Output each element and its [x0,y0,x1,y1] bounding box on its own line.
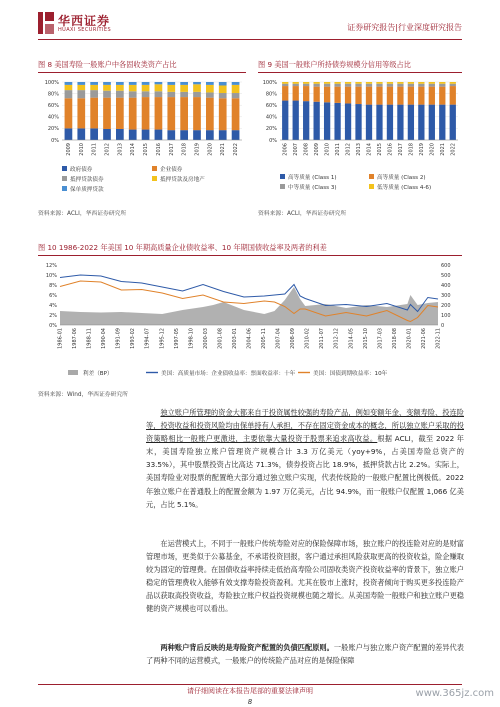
bar-segment [334,103,340,140]
bar-segment [439,105,445,140]
x-tick-label: 2013 [117,143,124,156]
legend-swatch [280,174,285,179]
x-tick-label: 2001-08 [217,328,224,349]
bar-segment [77,98,85,128]
x-tick-label: 2011 [91,143,98,156]
bar-segment [167,92,175,97]
x-tick-label: 2017 [168,143,175,156]
huaxi-logo-icon [38,12,54,34]
page-header [0,0,500,46]
bar-segment [206,130,214,140]
x-tick-label: 2020 [207,143,214,156]
bar-segment [103,82,111,85]
legend-label: 中等质量 (Class 3) [288,184,337,191]
x-tick-label: 2012 [345,143,352,156]
bar-segment [282,84,288,86]
bar-segment [293,84,299,86]
logo-text: 华西证券 [58,14,111,28]
legend-swatch [62,166,67,171]
legend-label: 低等质量 (Class 4-6) [377,184,432,191]
y-tick-label: 100% [44,79,59,86]
x-tick-label: 2000-03 [202,328,209,349]
bar-segment [366,87,372,105]
bar-segment [103,91,111,98]
y-tick-label: 20% [47,126,59,133]
bar-segment [366,82,372,84]
x-tick-label: 1994-07 [144,328,151,349]
legend-label: 保单质押贷款 [70,186,104,193]
bar-segment [90,128,98,140]
bar-segment [303,82,309,84]
bar-segment [418,82,424,84]
bar-segment [232,98,240,130]
y-tick-label: 0% [51,137,59,144]
x-tick-label: 2005-11 [261,328,268,349]
x-tick-label: 2017-03 [377,328,384,349]
x-tick-label: 1991-09 [115,328,122,349]
x-tick-label: 2022-11 [435,328,442,349]
bar-segment [450,105,456,140]
bar-segment [77,82,85,85]
x-tick-label: 2010 [78,143,85,156]
bar-segment [155,97,163,129]
bar-segment [167,97,175,130]
fig10-title-rule [38,255,462,256]
bar-segment [142,91,150,97]
x-tick-label: 2012 [104,143,111,156]
bar-segment [232,82,240,85]
y-tick-label: 60% [47,103,59,109]
x-tick-label: 2010-02 [304,328,311,349]
bar-segment [293,101,299,140]
bar-segment [334,84,340,87]
body-p1-rest: 根据 ACLI，截至 2022 年末，美国寿险独立账户管理资产规模合计 3.3 万亿美元（yoy+9%，占美国寿险总资产的 33.5%），其中股票投资占比高达 71.3%，债券投资占比 18.9%，抵押贷款占比 2.2%。实际上，美国寿险业对股票的配置绝大部分通过独立账户实现，代表传统险的一般账户配置比例极低。2022 年独立账户在普通股上的配置金额为 1.97 万亿美元，占比 94.9%，而一般账户仅配置 1,066 亿美元，占比 5.1%。 [146,434,464,509]
y-left-tick-label: 0% [49,322,57,329]
y-tick-label: 100% [262,79,277,86]
y-right-tick-label: 300 [441,292,451,299]
body-p2-text: 在运营模式上，不同于一般账户传统寿险对应的保险保障市场，独立账户的投连险对应的是财富管理市场，更类似于公募基金，不承诺投资回报，客户通过承担风险获取更高的投资收益，险企赚取较为固定的管理费。在国债收益率持续走低抬高寿险公司固收类资产投资收益率的背景下，独立账户稳定的管理费收入能够有效支撑寿险投资盈利。尤其在股市上涨时，投资者倾向于购买更多投连险产品以获取高投资收益，寿险独立账户权益投资规模也随之增长。从美国寿险一般账户和独立账户更稳健的资产规模也可以看出。 [146,539,464,614]
bar-segment [293,82,299,84]
bar-segment [355,87,361,104]
bar-segment [167,82,175,85]
legend-label: 抵押贷款及房地产 [160,176,205,183]
bar-segment [345,87,351,104]
bar-segment [334,87,340,103]
x-tick-label: 2008 [303,143,310,156]
bar-segment [324,84,330,87]
bar-segment [77,128,85,140]
y-tick-label: 20% [265,126,277,133]
bar-segment [303,101,309,140]
fig8-title-rule [38,72,246,73]
bar-segment [387,105,393,140]
bar-segment [314,84,320,87]
bar-segment [293,86,299,101]
bar-segment [193,82,201,84]
bar-segment [334,82,340,84]
bar-segment [219,85,227,93]
bar-segment [397,105,403,140]
y-left-tick-label: 10% [45,272,57,279]
x-tick-label: 2009 [314,143,321,156]
bar-segment [180,92,188,97]
bar-segment [345,84,351,87]
bar-segment [282,82,288,84]
bar-segment [142,85,150,91]
fig8-chart [38,74,248,200]
bar-segment [355,84,361,87]
y-tick-label: 0% [269,137,277,144]
fig9-title: 图 9 美国一般账户所持债券规模分信用等级占比 [258,60,411,69]
bar-segment [103,85,111,91]
bar-segment [155,84,163,91]
bar-segment [418,84,424,87]
bar-segment [450,86,456,105]
bar-segment [77,90,85,98]
x-tick-label: 2013 [356,143,363,156]
x-tick-label: 1995-12 [159,328,166,349]
bar-segment [142,82,150,85]
footer-disclaimer: 请仔细阅读在本报告尾部的重要法律声明 [187,687,313,695]
x-tick-label: 2017 [397,143,404,156]
x-tick-label: 2020 [429,143,436,156]
bar-segment [129,91,137,97]
bar-segment [397,84,403,87]
y-right-tick-label: 100 [441,312,451,319]
header-divider [38,39,462,40]
bar-segment [324,102,330,140]
bar-segment [408,84,414,87]
bar-segment [429,82,435,84]
body-p3-rest: 一般账户与独立账户资产配置的差异代表了两种不同的运营模式，一般账户的传统险产品对应的是保险保障 [146,643,464,666]
bar-segment [232,93,240,98]
legend-swatch [369,184,374,189]
body-p3-bold: 两种账户背后反映的是寿险资产配置的负债匹配原则。 [160,643,334,652]
x-tick-label: 2022 [450,143,457,156]
fig9-title-rule [258,72,462,73]
y-right-tick-label: 500 [441,272,451,279]
x-tick-label: 2011-07 [319,328,326,349]
bar-segment [387,82,393,84]
x-tick-label: 2016 [387,143,394,156]
x-tick-label: 2007-04 [275,328,282,349]
bar-segment [155,91,163,97]
legend-swatch [369,174,374,179]
x-tick-label: 2018 [408,143,415,156]
bar-segment [376,84,382,87]
bar-segment [167,85,175,92]
y-right-tick-label: 200 [441,302,451,309]
bar-segment [429,87,435,105]
bar-segment [439,84,445,87]
bar-segment [314,87,320,102]
x-tick-label: 2021 [439,143,446,156]
y-left-tick-label: 2% [49,312,57,319]
legend-swatch [68,370,78,375]
legend-label: 高等质量 (Class 2) [377,174,426,181]
bar-segment [303,86,309,101]
x-tick-label: 2003-01 [231,328,238,349]
y-right-tick-label: 400 [441,282,451,289]
body-paragraph-2 [146,537,464,616]
report-type-label: 证券研究报告|行业深度研究报告 [347,23,462,32]
x-tick-label: 2015 [143,143,150,156]
x-tick-label: 1988-11 [86,328,93,349]
bar-segment [193,92,201,97]
bar-segment [345,82,351,84]
x-tick-label: 2011 [335,143,342,156]
bar-segment [103,129,111,140]
footer-divider [38,684,462,685]
x-tick-label: 2009 [65,143,72,156]
bar-segment [366,84,372,87]
bar-segment [155,130,163,140]
bar-segment [180,97,188,130]
series-line [60,275,438,312]
bar-segment [429,84,435,87]
bar-segment [314,82,320,84]
y-left-tick-label: 6% [49,292,57,299]
x-tick-label: 2019 [194,143,201,156]
body-paragraph-3 [146,641,464,667]
x-tick-label: 2020-01 [406,328,413,349]
bar-segment [219,93,227,98]
bar-segment [116,82,124,85]
x-tick-label: 2006 [282,143,289,156]
bar-segment [387,87,393,105]
bar-segment [429,105,435,140]
bar-segment [232,130,240,140]
bar-segment [90,82,98,85]
legend-label: 政府债券 [70,166,93,173]
bar-segment [324,82,330,84]
y-tick-label: 60% [265,103,277,109]
bar-segment [397,87,403,105]
fig8-title: 图 8 美国寿险一般账户中各固收类资产占比 [38,60,177,69]
bar-segment [180,82,188,85]
fig10-source: 资料来源：Wind，华西证券研究所 [38,392,128,398]
x-tick-label: 2018-08 [391,328,398,349]
bar-segment [232,85,240,93]
watermark-text: www.365jz.com [415,688,494,699]
body-p1-underlined: 独立账户所管理的资金大都来自于投资属性较强的寿险产品，例如变额年金、变额寿险、投连险等，投资收益和投资风险均由保单持有人承担，不存在固定资金成本的概念，所以独立账户采取的投资策略相比一般账户更激进，主要依靠大量投资于股票来追求高收益。 [146,408,464,444]
bar-segment [167,130,175,140]
x-tick-label: 1993-02 [130,328,137,349]
x-tick-label: 1986-01 [57,328,64,349]
y-tick-label: 80% [265,91,277,98]
x-tick-label: 2014 [366,143,373,156]
legend-label: 高等质量 (Class 1) [288,174,337,181]
legend-label: 美国：国债到期收益率：10年 [313,370,388,377]
bar-segment [418,87,424,105]
legend-swatch [280,184,285,189]
x-tick-label: 2008-09 [290,328,297,349]
bar-segment [376,82,382,84]
fig8-source: 资料来源：ACLI，华西证券研究所 [38,211,127,217]
x-tick-label: 2019 [418,143,425,156]
y-right-tick-label: 600 [441,262,451,269]
bar-segment [345,103,351,140]
x-tick-label: 1987-06 [72,328,79,349]
bar-segment [376,105,382,140]
bar-segment [219,98,227,130]
fig9-chart [258,74,464,200]
bar-segment [282,101,288,140]
legend-label: 抵押贷款债券 [70,176,104,183]
bar-segment [314,102,320,140]
bar-segment [450,82,456,84]
legend-swatch [62,176,67,181]
bar-segment [142,97,150,129]
bar-segment [366,105,372,140]
bar-segment [65,85,73,90]
bar-segment [90,85,98,90]
bar-segment [65,128,73,140]
bar-segment [206,92,214,97]
bar-segment [116,129,124,140]
legend-swatch [152,176,157,181]
legend-label: 企业债券 [160,166,183,173]
fig10-title: 图 10 1986-2022 年美国 10 年期高质量企业债收益率、10 年期国债收益率及两者的利差 [38,243,327,252]
x-tick-label: 2021 [220,143,227,156]
y-tick-label: 80% [47,91,59,98]
bar-segment [193,84,201,92]
x-tick-label: 2018 [181,143,188,156]
logo-subtext: HUAXI SECURITIES [58,27,112,33]
bar-segment [103,98,111,129]
bar-segment [439,82,445,84]
x-tick-label: 2014 [130,143,137,156]
y-tick-label: 40% [47,114,59,121]
page-number: 8 [247,698,253,706]
bar-segment [450,84,456,86]
x-tick-label: 2004-06 [246,328,253,349]
y-right-tick-label: 0 [441,322,445,329]
legend-label: 美国：高质量市场：企业债收益率：票面收益率：十年 [161,370,296,377]
bar-segment [116,85,124,91]
bar-segment [324,87,330,103]
bar-segment [65,98,73,128]
x-tick-label: 2022 [233,143,240,156]
bar-segment [142,130,150,140]
x-tick-label: 1998-10 [188,328,195,349]
bar-segment [116,91,124,98]
bar-segment [180,85,188,92]
bar-segment [376,87,382,105]
legend-label: 利差（BP） [83,370,113,377]
y-left-tick-label: 8% [49,282,57,289]
bar-segment [387,84,393,87]
x-tick-label: 2021-06 [420,328,427,349]
x-tick-label: 2016 [155,143,162,156]
bar-segment [155,82,163,84]
bar-segment [77,85,85,90]
bar-segment [129,82,137,85]
bar-segment [408,105,414,140]
bar-segment [129,85,137,91]
bar-segment [219,130,227,140]
bar-segment [129,130,137,140]
bar-segment [65,90,73,98]
bar-segment [418,105,424,140]
bar-segment [439,87,445,105]
bar-segment [65,82,73,85]
bar-segment [397,82,403,84]
bar-segment [408,87,414,105]
bar-segment [193,97,201,130]
body-paragraph-1 [146,406,464,511]
bar-segment [408,82,414,84]
fig9-source: 资料来源：ACLI，华西证券研究所 [258,211,347,217]
x-tick-label: 2015 [376,143,383,156]
legend-swatch [152,166,157,171]
bar-segment [116,98,124,129]
bar-segment [180,130,188,140]
bar-segment [206,98,214,130]
bar-segment [90,90,98,98]
x-tick-label: 2012-12 [333,328,340,349]
bar-segment [193,130,201,140]
x-tick-label: 2014-05 [348,328,355,349]
bar-segment [303,84,309,86]
bar-segment [355,104,361,140]
spread-area [60,287,438,325]
legend-swatch [62,186,67,191]
bar-segment [90,98,98,129]
y-left-tick-label: 12% [45,262,57,269]
bar-segment [129,98,137,130]
x-tick-label: 1990-04 [101,328,108,349]
x-tick-label: 2015-10 [362,328,369,349]
bar-segment [206,85,214,93]
y-tick-label: 40% [265,114,277,121]
fig10-chart [38,257,464,381]
x-tick-label: 2010 [324,143,331,156]
bar-segment [219,82,227,85]
x-tick-label: 2007 [293,143,300,156]
x-tick-label: 1997-05 [173,328,180,349]
bar-segment [206,82,214,85]
bar-segment [282,86,288,101]
bar-segment [355,82,361,84]
y-left-tick-label: 4% [49,302,57,309]
